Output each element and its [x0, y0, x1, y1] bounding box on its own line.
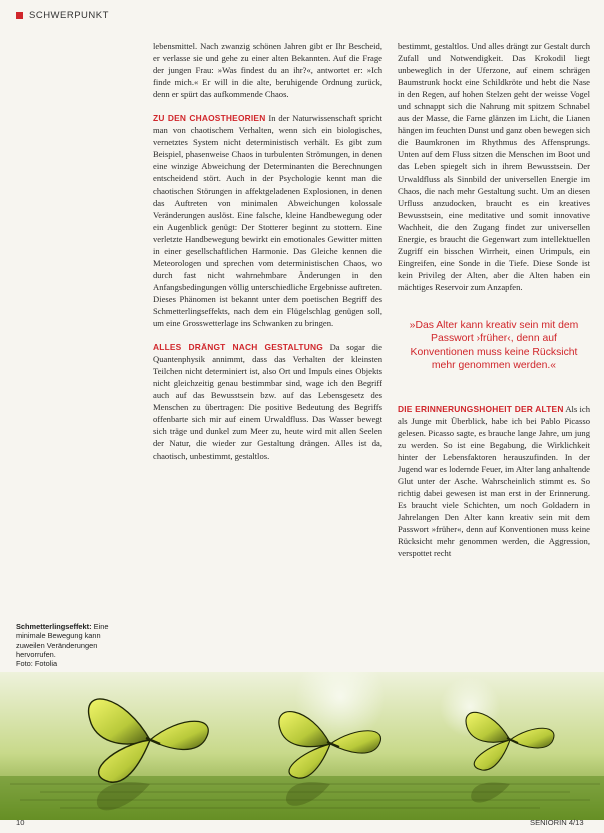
caption-credit: Foto: Fotolia	[16, 659, 58, 669]
section-title: SCHWERPUNKT	[29, 10, 109, 21]
text-column-left	[153, 40, 382, 462]
paragraph-chaostheorien	[153, 112, 382, 329]
paragraph-text: Als ich als Junge mit Überblick, habe ich bei Pablo Picasso gelesen. Picasso sagte, es brauche lange Jahre, um jung zu werden. So ist eine Begabung, die Wirklichkeit hinter der Lebensfaktoren herauszufinden. In der Jugend war es lodernde Feuer, im Alter lang anhaltende Glut unter der Asche. Wahrscheinlich stimmt es. So richtig dabei gewesen ist man erst in der Erinnerung. Es braucht viele Schichten, um noch Goldadern in Jahrelangen Den Alter kann kreativ sein mit dem Passwort »früher«, denn auf Konventionen muss keine Rücksicht mehr genommen werden, die Aggression, verspottet recht	[398, 403, 590, 559]
intro-paragraph: lebensmittel. Nach zwanzig schönen Jahren gibt er Ihr Bescheid, er verlasse sie und gehe zu einer alten Bekannten. Auf die Frage der jungen Frau: »Was findest du an ihr?«, antwortet er: »Ich finde mich.« Er will in die alte, beruhigende Ordnung zurück, denn er spürt das aufkommende Chaos.	[153, 41, 382, 100]
paragraph-text: In der Naturwissenschaft spricht man von chaotischem Verhalten, wenn sich ein biologisches, vernetztes System nicht deterministisch verhält. Es gibt zum Beispiel, phasenweise Chaos in turbulenten Strömungen, in denen eine winzige Abweichung der Determinanten die Berechnungen entscheidend stört. Auch in der Psychologie kennt man die chaotischen Störungen in affektgeladenen Explosionen, in denen das Auftreten von minimalen Abweichungen kolossale Veränderungen auslöst. Eine falsche, kleine Handbewegung oder ein Augenblick genügt: Der Stotterer beginnt zu stottern. Eine verletzte Handbewegung bewirkt ein emotionales Gewitter mitten in einer gesellschaftlichen Harmonie. Das Gleiche kennen die Meteorologen und sprechen vom deterministischen Chaos, wo durch fast nicht wahrnehmbare Änderungen in den Anfangsbedingungen völlig unterschiedliche Ergebnisse auftreten. Dieses Phänomen ist bekannt unter dem poetischen Begriff des Schmetterlingseffekts, nach dem ein Flügelschlag genügen soll, um eine Grosswetterlage ins Schwanken zu bringen.	[153, 113, 382, 329]
pull-quote: »Das Alter kann kreativ sein mit dem Passwort ›früher‹, denn auf Konventionen muss keine Rücksicht mehr genommen werden.«	[409, 319, 579, 372]
issue-label: SENIORIN 4/13	[530, 818, 584, 827]
caption-text: Eine minimale Bewegung kann zuweilen Veränderungen hervorrufen.	[16, 622, 109, 659]
butterfly-illustration	[0, 672, 604, 820]
subhead-chaostheorien: ZU DEN CHAOSTHEORIEN	[153, 113, 266, 124]
page-number: 10	[16, 818, 25, 827]
butterfly-photo	[0, 672, 604, 820]
section-header	[16, 10, 109, 21]
paragraph-erinnerung	[398, 403, 590, 560]
caption-title: Schmetterlingseffekt:	[16, 622, 92, 631]
subhead-erinnerung: DIE ERINNERUNGSHOHEIT DER ALTEN	[398, 403, 564, 414]
paragraph-gestaltung	[153, 341, 382, 461]
text-column-right	[398, 40, 590, 559]
paragraph-text: Da sogar die Quantenphysik annimmt, dass das Verhalten der kleinsten Teilchen nicht determiniert ist, also Ort und Impuls eines Objekts nicht gleichzeitig genau bestimmbar sind, wage ich den Begriff auch auf das Bewusstsein bzw. auf das Lebensgesetz des Menschen zu übertragen: Die positive Bedeutung des Begriffs offenbarte sich mir auf einem Urwaldfluss. Das Wasser bewegt sich träge und dunkel zum Meer zu, heute wird mit allen Seelen der Natur, die wieder zur Gestaltung drängen. Alles ist da, chaotisch, unbestimmt, gestaltlos.	[153, 342, 382, 461]
photo-caption	[16, 622, 129, 668]
subhead-gestaltung: ALLES DRÄNGT NACH GESTALTUNG	[153, 342, 323, 353]
section-marker-icon	[16, 12, 23, 19]
paragraph-urwald: bestimmt, gestaltlos. Und alles drängt zur Gestalt durch Zufall und Notwendigkeit. Das Krokodil liegt unbeweglich in der Uferzone, auf einem schrägen Baumstrunk hockt eine Schildkröte und hebt die Nase in den Regen, auf hohen Stelzen geht der weisse Vogel und schnappt sich die Nahrung mit spitzem Schnabel aus der Masse, die Farne glänzen im Licht, die Lianen hängen im feuchten Dunst und ganz oben bewegen sich die Baumkronen im Rhythmus des Affensprungs. Unten auf dem Fluss sitzen die Menschen im Boot und das Leben spiegelt sich in ihrem Bewusstsein. Der Urwaldfluss als Sinnbild der universellen Energie im Chaos, die nach mehr Gestaltung sucht. Um an diesen Urfluss anzudocken, braucht es ein kreatives Bewusstsein, eine meditative und somit innovative Wachheit, die den Zugang findet zur universellen Energie, es braucht die Gegenwart zum intellektuellen Zugriff ein bisschen Wirrheit, einen Urimpuls, ein Eingreifen, eine Sonde in die Tiefe. Diese Sonde ist kein Privileg der Alten, aber die Alten haben ein mächtiges Reservoir zum Anzapfen.	[398, 41, 590, 292]
